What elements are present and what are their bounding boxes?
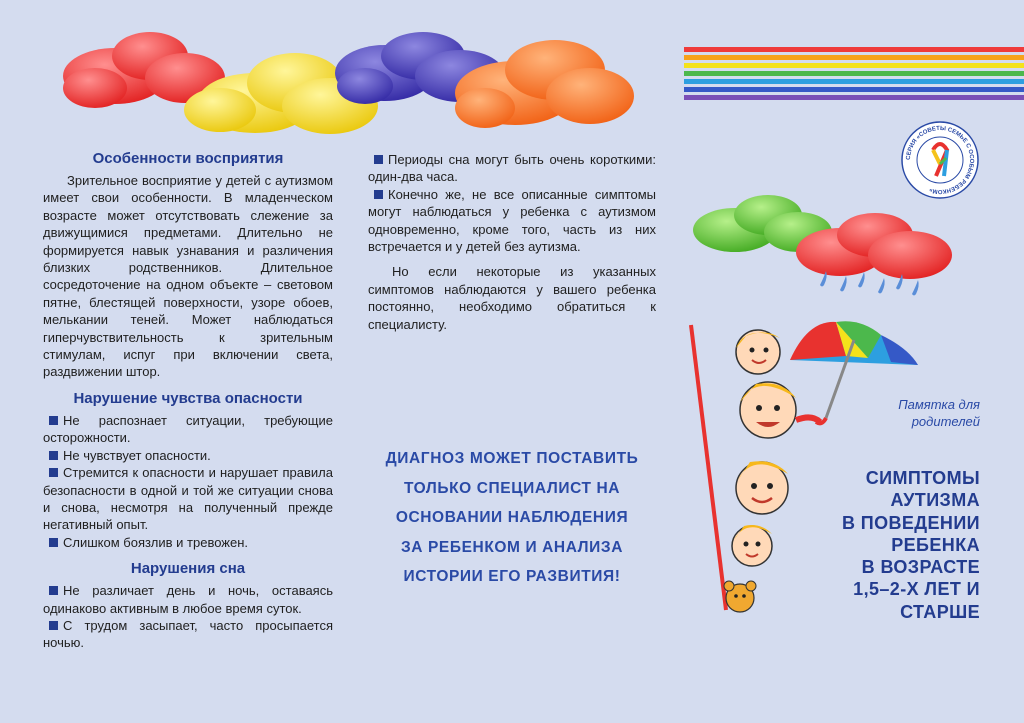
bullet-square-icon <box>374 155 383 164</box>
bullet-square-icon <box>49 538 58 547</box>
stripe-red <box>684 47 1024 52</box>
sleep-list <box>43 582 333 652</box>
svg-text:СЕРИЯ «СОВЕТЫ СЕМЬЕ С ОСОБЫМ Р: СЕРИЯ «СОВЕТЫ СЕМЬЕ С ОСОБЫМ РЕБЕНКОМ» <box>905 125 975 195</box>
danger-list <box>43 412 333 551</box>
list-item: Не различает день и ночь, оставаясь одинаково активным в любое время суток. <box>43 583 333 616</box>
list-item: Периоды сна могут быть очень короткими: один-два часа. <box>368 152 656 185</box>
perception-section <box>43 172 333 381</box>
title-line: В ВОЗРАСТЕ <box>861 557 980 578</box>
diagnosis-line: ЗА РЕБЕНКОМ И АНАЛИЗА <box>400 538 624 556</box>
perception-heading: Особенности восприятия <box>92 150 284 167</box>
bullet-square-icon <box>49 621 58 630</box>
orange-cloud <box>455 40 634 128</box>
list-item: Не распознает ситуации, требующие осторожности. <box>43 412 333 446</box>
diagnosis-callout <box>362 444 662 592</box>
stripe-yellow <box>684 63 1024 68</box>
bullet-square-icon <box>49 586 58 595</box>
list-item: Стремится к опасности и нарушает правила безопасности в одной и той же ситуации снова и снова, несмотря на полученный прежде негативный опыт. <box>43 465 333 533</box>
teddy-bear-icon <box>724 581 756 612</box>
title-line: СИМПТОМЫ <box>865 468 980 488</box>
child-1-icon <box>736 330 780 374</box>
diagnosis-line: ИСТОРИИ ЕГО РАЗВИТИЯ! <box>403 568 621 585</box>
list-item: Конечно же, не все описанные симптомы могут наблюдаться у ребенка с аутизмом одновременно, кроме того, часть из них встречается и у детей без аутизма. <box>368 186 656 255</box>
list-item: С трудом засыпает, часто просыпается ночью. <box>43 617 333 651</box>
list-item: Слишком боязлив и тревожен. <box>43 534 333 551</box>
rain-clouds-decoration <box>690 190 960 310</box>
cover-title <box>780 467 980 623</box>
consult-paragraph: Но если некоторые из указанных симптомов наблюдаются у вашего ребенка постоянно, необходимо обратиться к специалисту. <box>368 264 656 332</box>
title-line: В ПОВЕДЕНИИ <box>841 512 980 533</box>
title-line: АУТИЗМА <box>890 490 980 511</box>
diagnosis-line: ОСНОВАНИИ НАБЛЮДЕНИЯ <box>395 509 629 526</box>
bullet-square-icon <box>49 416 58 425</box>
child-4-icon <box>732 525 772 566</box>
stripe-blue <box>684 87 1024 92</box>
perception-paragraph: Зрительное восприятие у детей с аутизмом имеет свои особенности. В младенческом возрасте может отсутствовать слежение за движущимися предметами. Длительно не формируется навык узнавания и различения близких родственников. Длительное сосредоточение на одном объекте – световом пятне, блестящей поверхности, узоре обоев, мелькании теней. Может наблюдаться гиперчувствительность к зрительным стимулам, испуг при включении света, раздвижении штор. <box>43 173 333 380</box>
diagnosis-line: ДИАГНОЗ МОЖЕТ ПОСТАВИТЬ <box>385 450 639 467</box>
column-middle <box>368 151 656 333</box>
series-logo <box>900 120 980 200</box>
stripe-orange <box>684 55 1024 60</box>
child-2-icon <box>740 382 820 438</box>
title-line: 1,5–2-Х ЛЕТ И <box>853 579 980 600</box>
list-item: Не чувствует опасности. <box>43 447 333 464</box>
top-clouds-decoration <box>55 28 635 138</box>
title-line: СТАРШЕ <box>900 601 980 622</box>
sleep-heading: Нарушения сна <box>130 560 246 578</box>
bullet-square-icon <box>374 190 383 199</box>
bullet-square-icon <box>49 468 58 477</box>
memo-label: Памятка для родителей <box>898 397 980 429</box>
bullet-square-icon <box>49 451 58 460</box>
danger-heading: Нарушение чувства опасности <box>73 389 303 407</box>
middle-list <box>368 151 656 333</box>
stripe-violet <box>684 95 1024 100</box>
diagnosis-line: ТОЛЬКО СПЕЦИАЛИСТ НА <box>403 479 621 497</box>
title-line: РЕБЕНКА <box>891 534 980 555</box>
stripe-lightblue <box>684 79 1024 84</box>
column-left <box>43 150 333 652</box>
stripe-green <box>684 71 1024 76</box>
